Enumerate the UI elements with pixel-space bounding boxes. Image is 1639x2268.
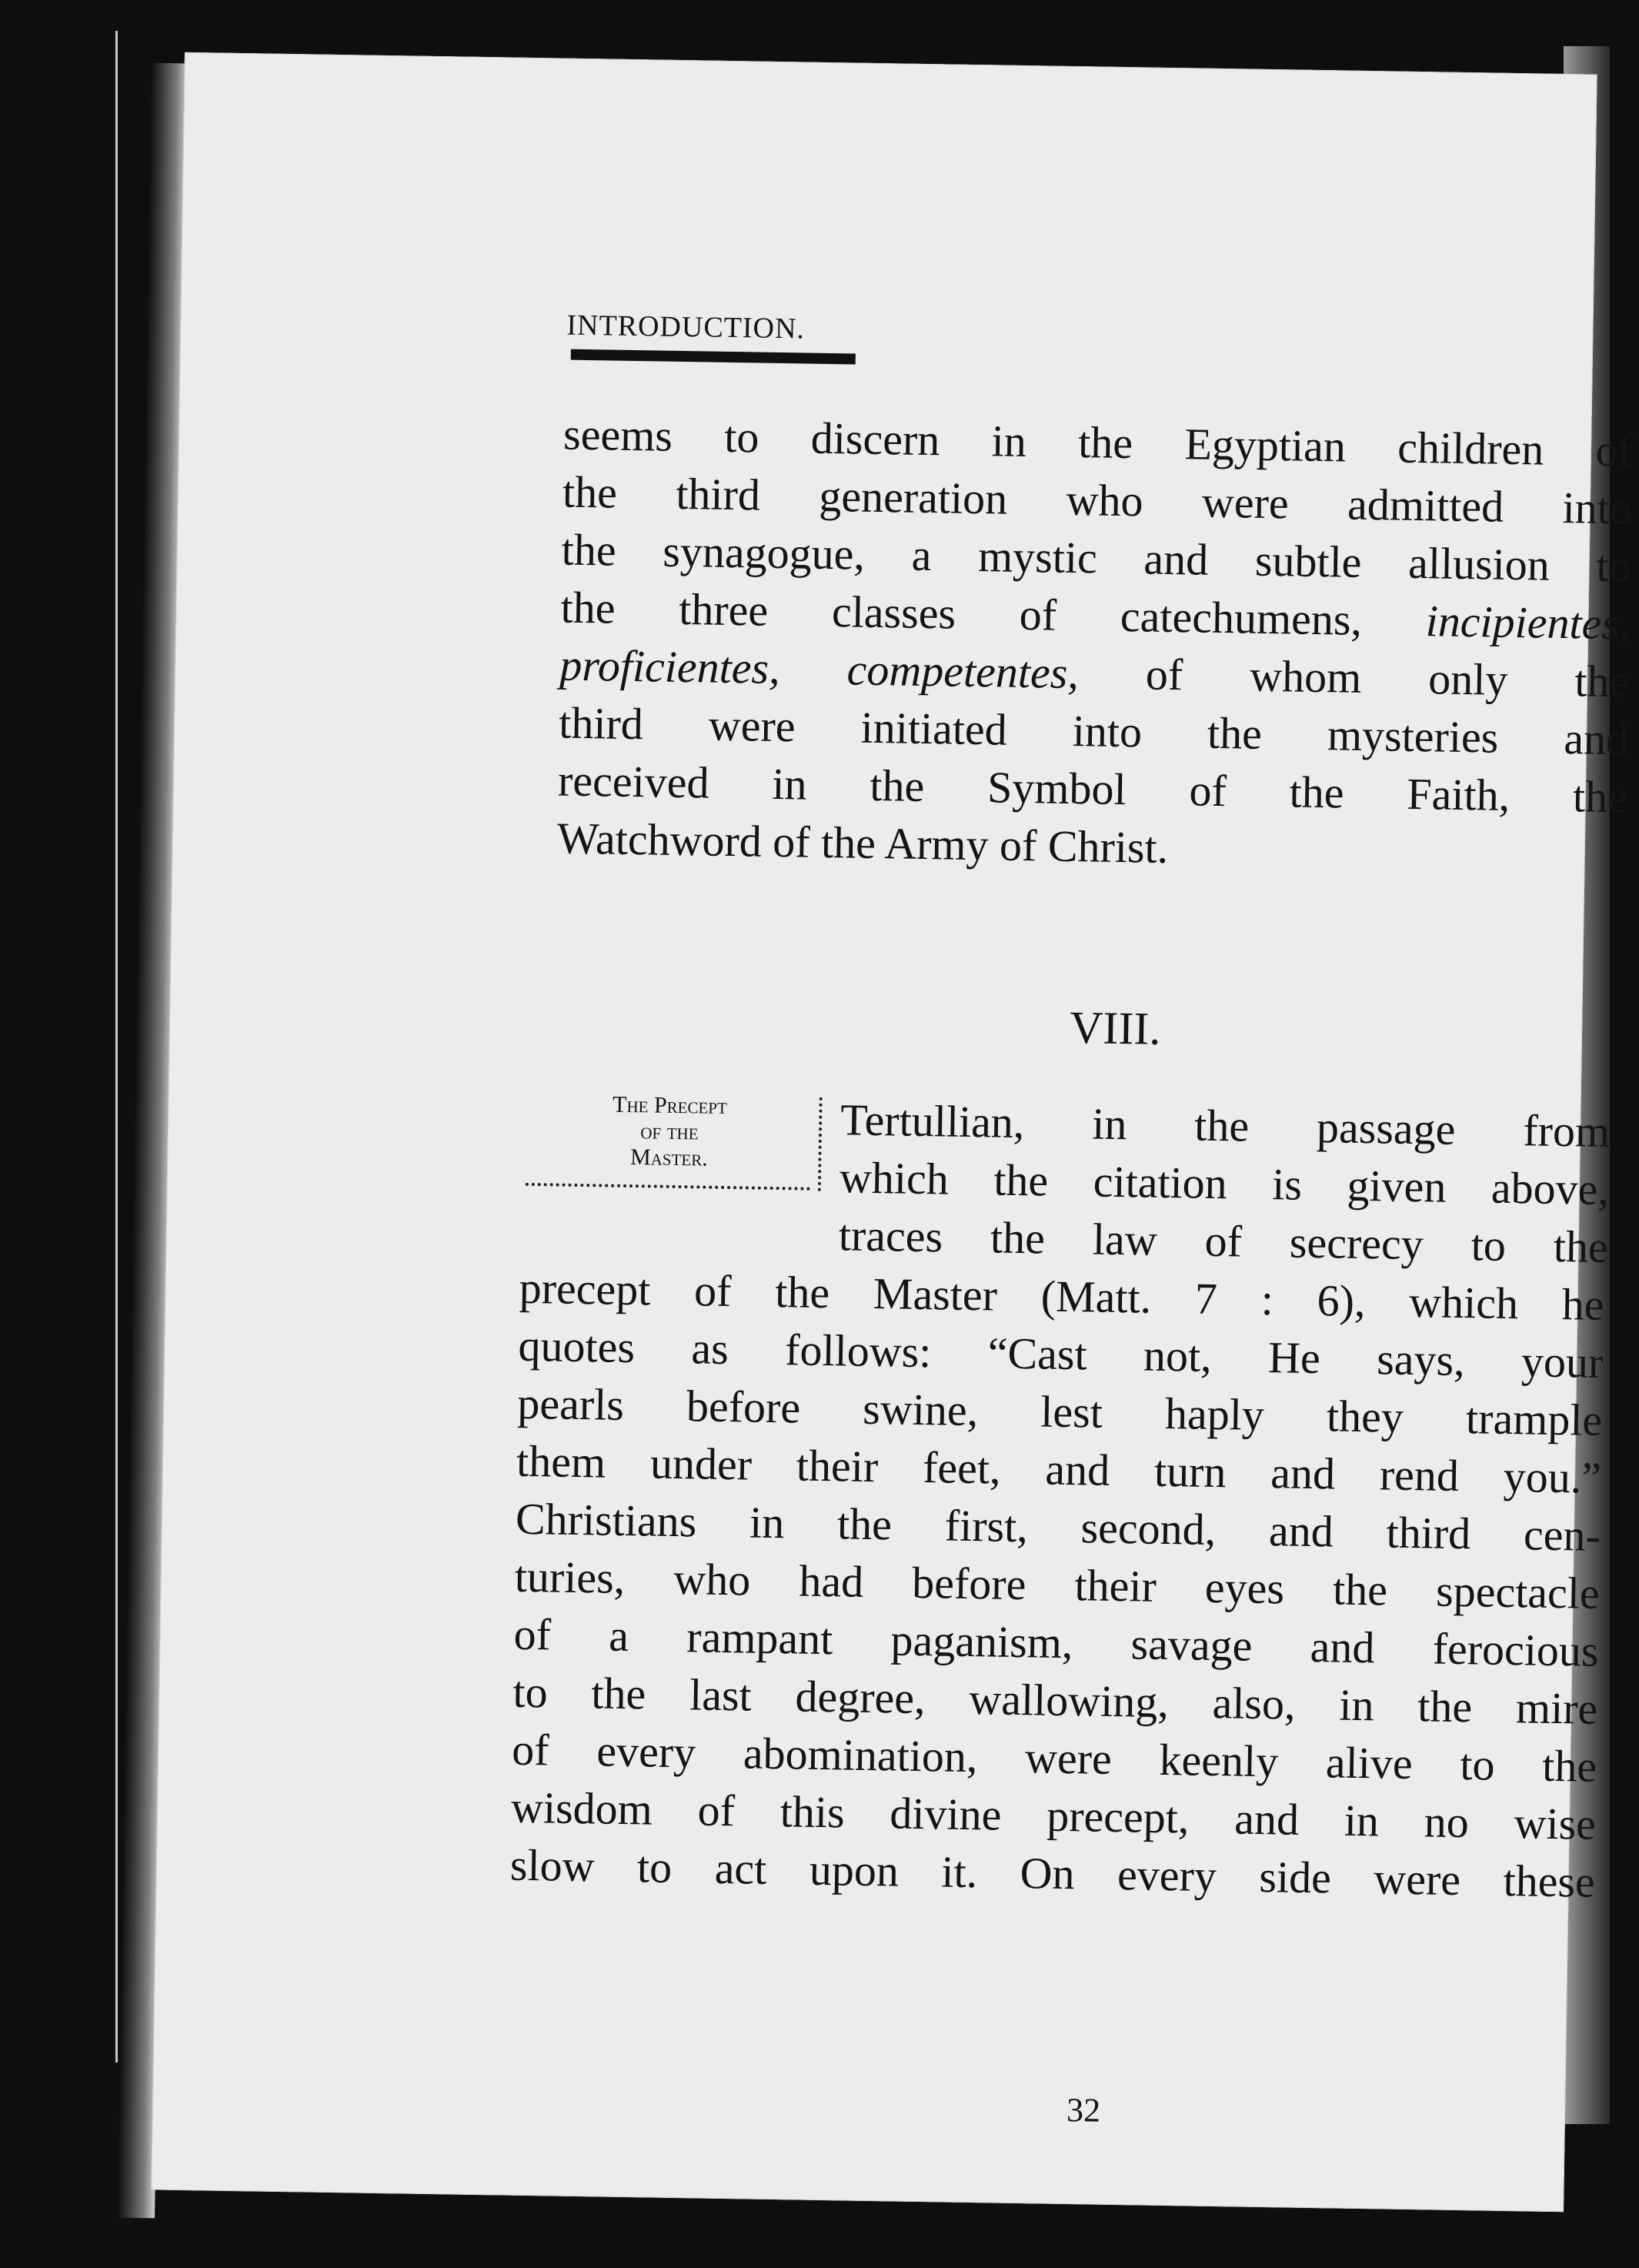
section-number: VIII. (1069, 1001, 1161, 1054)
text-line: proficientes, competentes, of whom only the (559, 640, 1630, 707)
sidenote-dotted-rule (526, 1183, 810, 1191)
text-line: traces the law of secrecy to the (838, 1210, 1609, 1272)
text-line: wisdom of this divine precept, and in no wise (510, 1782, 1597, 1849)
book-page (151, 52, 1634, 2212)
text-line: third were initiated into the mysteries and (558, 697, 1629, 765)
text-line: Tertullian, in the passage from (840, 1094, 1611, 1157)
marginal-sidenote (522, 1091, 816, 1174)
text-line: slow to act upon it. On every side were these (509, 1839, 1596, 1907)
text-line: them under their feet, and turn and rend you.” (516, 1435, 1602, 1503)
sidenote-line: Master. (629, 1144, 709, 1171)
sidenote-dotted-divider (818, 1097, 823, 1191)
running-head-rule (571, 349, 856, 365)
text-line: received in the Symbol of the Faith, the (557, 755, 1628, 823)
text-line: pearls before swine, lest haply they trample (516, 1378, 1603, 1445)
text-line: the three classes of catechumens, incipientes, (560, 582, 1631, 650)
sidenote-line: of the (640, 1118, 699, 1145)
text-line: the synagogue, a mystic and subtle allusion to (561, 524, 1632, 592)
text-line: which the citation is given above, (839, 1152, 1610, 1215)
text-line: turies, who had before their eyes the spectacle (514, 1551, 1601, 1618)
text-line: to the last degree, wallowing, also, in the mire (512, 1666, 1598, 1734)
text-line: seems to discern in the Egyptian children of (562, 409, 1634, 476)
text-line: of a rampant paganism, savage and ferocious (513, 1608, 1600, 1676)
text-line: precept of the Master (Matt. 7 : 6), which he (519, 1262, 1605, 1330)
text-line: of every abomination, were keenly alive to the (511, 1724, 1597, 1792)
running-head: INTRODUCTION. (566, 309, 806, 346)
sidenote-line: The Precept (612, 1091, 728, 1119)
text-line: quotes as follows: “Cast not, He says, your (518, 1320, 1604, 1388)
text-line: Watchword of the Army of Christ. (556, 813, 1169, 873)
page-number: 32 (1066, 2091, 1101, 2129)
text-line: Christians in the first, second, and third cen- (515, 1493, 1601, 1561)
gutter-line (115, 31, 118, 2063)
text-line: the third generation who were admitted into (562, 466, 1633, 534)
